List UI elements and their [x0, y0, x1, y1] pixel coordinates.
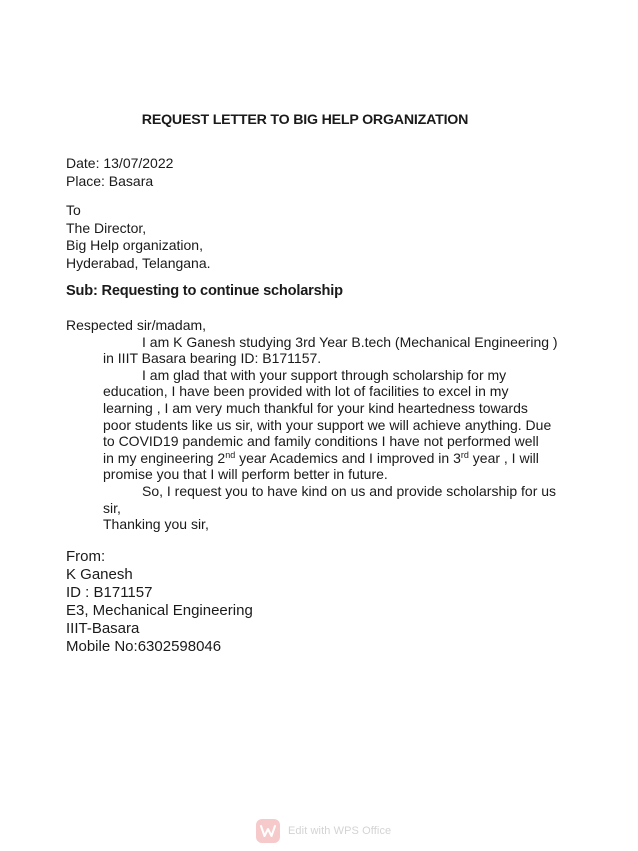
recipient-organization: Big Help organization, [66, 237, 203, 253]
closing-line: Thanking you sir, [103, 516, 209, 533]
letter-title: REQUEST LETTER TO BIG HELP ORGANIZATION [141, 112, 469, 128]
date-place-block [66, 155, 173, 190]
sender-mobile: Mobile No:6302598046 [66, 638, 222, 655]
ordinal-suffix: nd [225, 449, 236, 460]
recipient-title: The Director, [66, 219, 147, 236]
sender-name: K Ganesh [66, 566, 133, 583]
salutation: Respected sir/madam, [66, 317, 207, 333]
wps-watermark[interactable] [256, 819, 391, 843]
body-line: So, I request you to have kind on us and provide scholarship for us [142, 482, 557, 499]
sender-institute: IIIT-Basara [66, 620, 140, 637]
body-line: learning , I am very much thankful for your kind heartedness towards [103, 399, 528, 416]
body-line: education, I have been provided with lot of facilities to excel in my [103, 383, 509, 400]
place-line: Place: Basara [66, 172, 154, 189]
body-line: sir, [103, 499, 121, 516]
body-text: in my engineering 2 [103, 449, 226, 466]
ordinal-suffix: rd [460, 449, 469, 460]
recipient-address-block [66, 202, 211, 272]
body-line: I am K Ganesh studying 3rd Year B.tech (Mechanical Engineering ) [142, 333, 558, 350]
sender-block [66, 548, 253, 656]
body-text: year Academics and I improved in 3 [235, 449, 461, 466]
letter-body [66, 317, 586, 533]
to-label: To [66, 202, 81, 218]
sender-id: ID : B171157 [66, 584, 153, 601]
body-line: in IIIT Basara bearing ID: B171157. [103, 350, 322, 367]
watermark-text: Edit with WPS Office [288, 825, 392, 837]
sender-department: E3, Mechanical Engineering [66, 602, 253, 619]
body-text: year , I will [468, 449, 539, 466]
body-line: promise you that I will perform better in future. [103, 466, 388, 483]
letter-subject: Sub: Requesting to continue scholarship [66, 283, 343, 299]
body-line [66, 450, 586, 467]
from-label: From: [66, 548, 106, 565]
recipient-location: Hyderabad, Telangana. [66, 254, 211, 271]
wps-office-logo-icon [256, 819, 280, 843]
body-line: I am glad that with your support through scholarship for my [142, 366, 507, 383]
body-line: poor students like us sir, with your support we will achieve anything. Due [103, 416, 552, 433]
body-line: to COVID19 pandemic and family conditions I have not performed well [103, 433, 539, 450]
date-line: Date: 13/07/2022 [66, 155, 174, 171]
